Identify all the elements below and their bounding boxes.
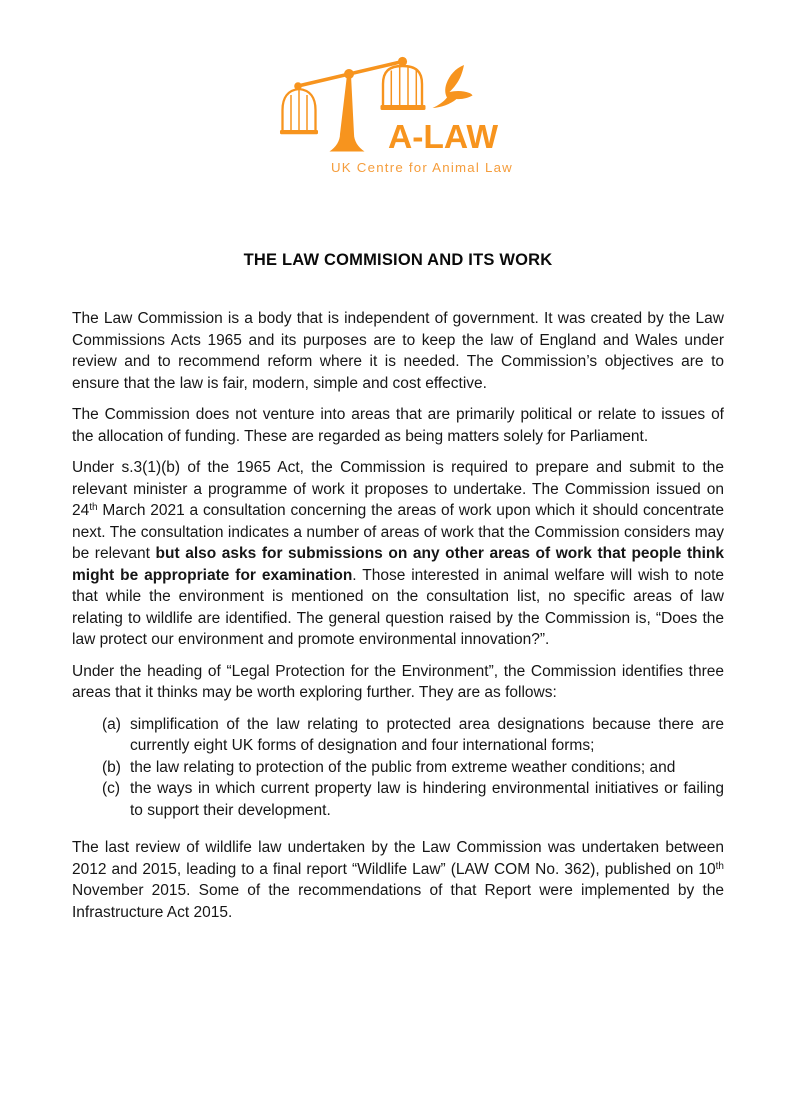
document-title: THE LAW COMMISION AND ITS WORK <box>243 251 553 269</box>
alaw-logo-graphic <box>278 56 518 178</box>
text-run: The Law Commission is a body that is independent of government. It was created by the Law Commissions Acts 1965 and its purposes are to keep the law of England and Wales under review and to recommend reform where it is needed. The Commission’s objectives are to ensure that the law is fair, modern, simple and cost effective. <box>72 310 724 392</box>
text-run: . Those interested in animal welfare will wish to note that while the environment is mentioned on the consultation list, no specific areas of law relating to wildlife are identified. The general question raised by the Commission is, “Does the law protect our environment and promote environmental innovation?”. <box>72 566 724 648</box>
text-run: November 2015. Some of the recommendations of that Report were implemented by the Infrastructure Act 2015. <box>72 882 724 921</box>
text-run: The Commission does not venture into areas that are primarily political or relate to issues of the allocation of funding. These are regarded as being matters solely for Parliament. <box>72 406 724 445</box>
list-item <box>72 757 724 779</box>
list-marker: (a) <box>102 715 121 733</box>
logo-brand-text: A-LAW <box>388 118 499 155</box>
text-run: simplification of the law relating to protected area designations because there are currently eight UK forms of designation and four international forms; <box>130 715 724 754</box>
paragraph <box>72 661 724 704</box>
list-item <box>72 778 724 821</box>
beam-right-ball <box>398 57 407 66</box>
alaw-logo <box>278 56 518 178</box>
text-run: The last review of wildlife law undertaken by the Law Commission was undertaken between 2012 and 2015, leading to a final report “Wildlife Law” (LAW COM No. 362), published on 10 <box>72 839 724 878</box>
paragraph <box>72 457 724 651</box>
list-item <box>72 714 724 757</box>
logo-tagline: UK Centre for Animal Law <box>331 160 513 175</box>
flying-bird-icon <box>433 65 473 108</box>
text-run: March 2021 a consultation concerning the areas of work upon which it should concentrate next. The consultation indicates a number of areas of work that the Commission considers may be relevant <box>72 502 724 562</box>
paragraph <box>72 404 724 447</box>
paragraph <box>72 837 724 923</box>
list-marker: (b) <box>102 758 121 776</box>
text-run: Under the heading of “Legal Protection for the Environment”, the Commission identifies three areas that it thinks may be worth exploring further. They are as follows: <box>72 662 724 701</box>
balance-post <box>330 75 365 152</box>
pivot-ball <box>344 69 354 79</box>
lettered-list <box>72 714 724 822</box>
paragraph <box>72 308 724 394</box>
text-run: the ways in which current property law is hindering environmental initiatives or failing to support their development. <box>130 780 724 819</box>
left-birdcage-icon <box>280 89 318 134</box>
right-birdcage-icon <box>381 66 426 110</box>
bold-text-run: but also asks for submissions on any other areas of work that people think might be appropriate for examination <box>72 545 725 584</box>
superscript-run: th <box>715 860 724 872</box>
list-marker: (c) <box>102 780 121 797</box>
text-run: the law relating to protection of the public from extreme weather conditions; and <box>130 758 676 776</box>
superscript-run: th <box>89 502 98 513</box>
text-run: Under s.3(1)(b) of the 1965 Act, the Commission is required to prepare and submit to the relevant minister a programme of work it proposes to undertake. The Commission issued on 24 <box>72 459 724 519</box>
document-body <box>0 308 796 923</box>
